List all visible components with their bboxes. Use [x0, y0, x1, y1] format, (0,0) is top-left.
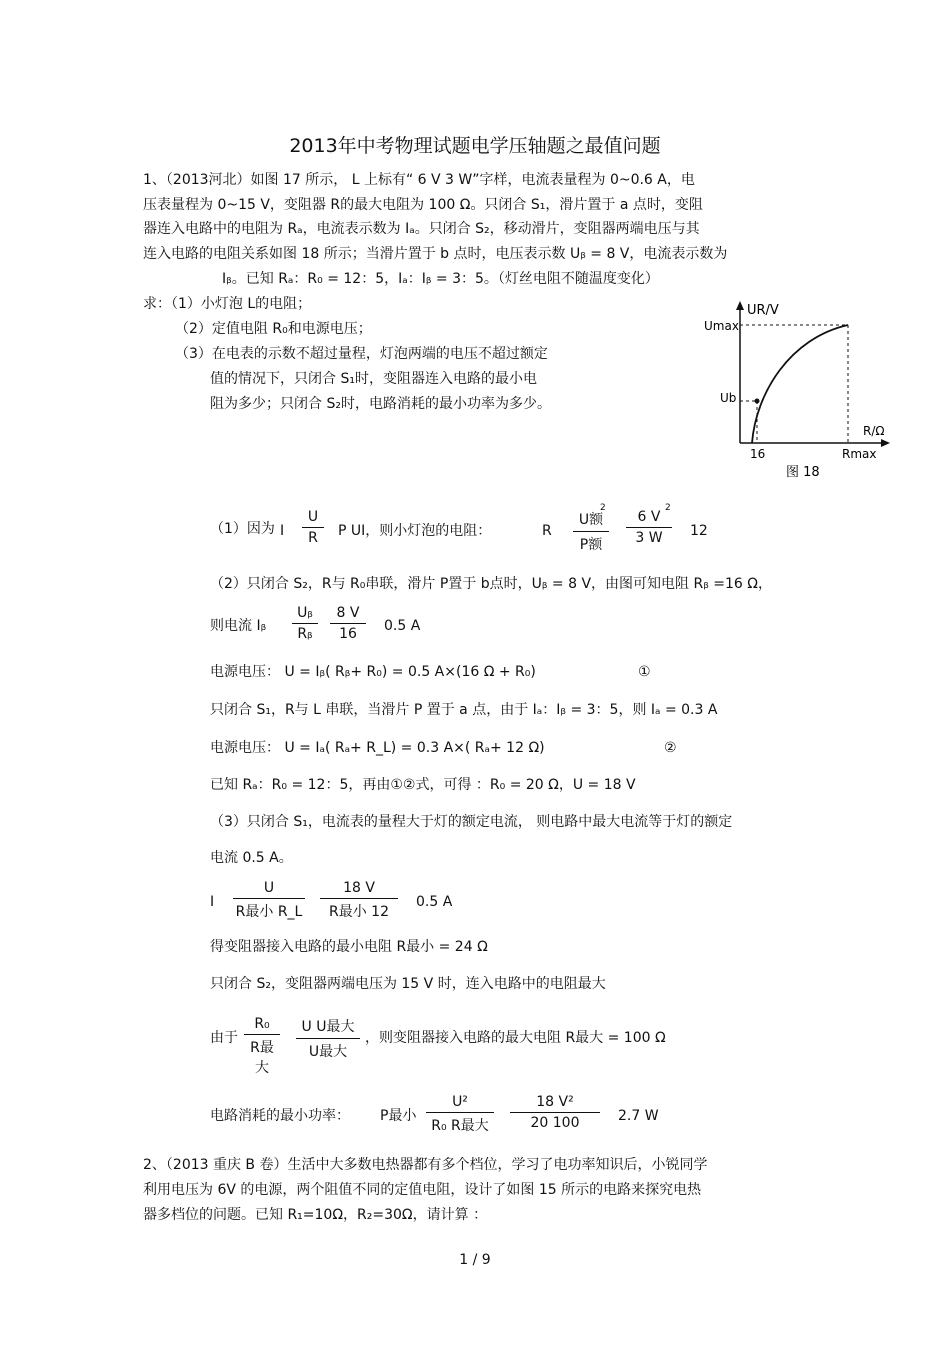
sol3-18V2: 18 V² [536, 1094, 574, 1110]
eq2: 电源电压： U = Iₐ( Rₐ+ R_L) = 0.3 A×( Rₐ+ 12 Ω) [210, 740, 545, 756]
q1-line-4: 连入电路的电阻关系如图 18 所示；当滑片置于 b 点时，电压表示数 Uᵦ = 8 V，电流表示数为 [143, 246, 728, 262]
sol2-Rb: Rᵦ [297, 626, 313, 642]
sol1-Ue: U额 [578, 512, 604, 528]
sol3-Rmin-RL: R最小 R_L [235, 904, 303, 920]
sol3-Pmin: P最小 [380, 1108, 417, 1124]
point-b [755, 399, 760, 404]
sol2-frac-8V-16 [330, 605, 366, 642]
sol3-result: 0.5 A [416, 894, 453, 910]
sol2-result: 0.5 A [384, 618, 421, 634]
q1-line-5: Iᵦ。已知 Rₐ：R₀ = 12：5，Iₐ：Iᵦ = 3：5。（灯丝电阻不随温度变化） [222, 271, 659, 287]
eq1: 电源电压： U = Iᵦ( Rᵦ+ R₀) = 0.5 A×(16 Ω + R₀) [210, 664, 536, 680]
q1-ask-1: 求：（1）小灯泡 L的电阻； [143, 296, 312, 312]
q1-line-2: 压表量程为 0~15 V，变阻器 R的最大电阻为 100 Ω。只闭合 S₁，滑片置于 a 点时，变阻 [143, 197, 703, 213]
sol3-U-Umax: U U最大 [301, 1019, 355, 1035]
y-axis-label: UR/V [747, 303, 779, 318]
page-title: 2013年中考物理试题电学压轴题之最值问题 [289, 135, 661, 157]
q2-line-1: 2、（2013 重庆 B 卷）生活中大多数电热器都有多个档位，学习了电功率知识后，小锐同学 [143, 1157, 708, 1173]
umax-label: Umax [704, 319, 739, 333]
s1-only-line: 只闭合 S₁，R与 L 串联，当滑片 P 置于 a 点，由于 Iₐ：Iᵦ = 3：5，则 Iₐ = 0.3 A [210, 702, 718, 718]
sol1-3W: 3 W [635, 530, 663, 546]
sol3-max-resistance: ，则变阻器接入电路的最大电阻 R最大 = 100 Ω [365, 1030, 666, 1046]
sol3-by: 由于 [210, 1030, 238, 1046]
voltage-curve [752, 325, 848, 443]
sol3-U2: U² [452, 1094, 468, 1110]
sol3-R0-Rmax: R₀ R最大 [431, 1118, 489, 1134]
sol3-power-label: 电路消耗的最小功率： [210, 1108, 350, 1124]
sol1-6V: 6 V [637, 509, 661, 525]
sol1-result: 12 [690, 523, 708, 539]
sol2-8V: 8 V [336, 605, 360, 621]
sol2-line-1: （2）只闭合 S₂，R与 R₀串联，滑片 P置于 b点时，Uᵦ = 8 V，由图可知电阻 Rᵦ =16 Ω， [210, 576, 772, 592]
sol3-power-result: 2.7 W [618, 1108, 659, 1124]
sol1-Pe: P额 [579, 537, 603, 553]
sol3-U: U [263, 880, 275, 896]
sol3-R0: R₀ [254, 1016, 270, 1032]
y-axis-arrow [736, 301, 744, 310]
sol2-Ub: Uᵦ [297, 605, 313, 621]
x-axis-label: R/Ω [863, 424, 885, 438]
q1-ask-5: 阻为多少；只闭合 S₂时，电路消耗的最小功率为多少。 [210, 396, 551, 412]
ub-label: Ub [720, 391, 737, 405]
q2-line-2: 利用电压为 6V 的电源，两个阻值不同的定值电阻，设计了如图 15 所示的电路来探究电热 [143, 1182, 702, 1198]
figure-18-graph [700, 298, 895, 483]
sol3-Rmax: R最大 [250, 1040, 274, 1076]
q2-line-3: 器多档位的问题。已知 R₁=10Ω，R₂=30Ω，请计算 ： [143, 1207, 488, 1223]
sol3-line-1: （3）只闭合 S₁，电流表的量程大于灯的额定电流， 则电路中最大电流等于灯的额定 [210, 814, 733, 830]
q1-ask-2: （2）定值电阻 R₀和电源电压； [175, 321, 372, 337]
sol1-frac-Ue-Pe [573, 509, 609, 554]
q1-line-1: 1、（2013河北）如图 17 所示， L 上标有“ 6 V 3 W”字样，电流表量程为 0~0.6 A，电 [143, 172, 695, 188]
sol3-frac-U-R [233, 880, 305, 921]
q1-ask-4: 值的情况下，只闭合 S₁时，变阻器连入电路的最小电 [210, 371, 537, 387]
sol2-frac-Ub-Rb [292, 605, 318, 642]
x-axis-arrow [881, 439, 890, 447]
sol3-Rmin-12: R最小 12 [329, 904, 389, 920]
sol1-I: I [280, 523, 285, 539]
sol2-16: 16 [339, 626, 357, 642]
sol1-mid2: P UI，则小灯泡的电阻： [338, 523, 492, 539]
sol3-20-100: 20 100 [530, 1115, 580, 1131]
sol1-frac-6V-3W [626, 509, 672, 546]
sol3-min-resistance: 得变阻器接入电路的最小电阻 R最小 = 24 Ω [210, 939, 488, 955]
sol3-I: I [210, 894, 215, 910]
sol3-frac-18V2 [510, 1094, 600, 1131]
eq2-mark: ② [664, 740, 677, 756]
sol3-frac-18V [320, 880, 398, 921]
x-tick-16: 16 [750, 447, 766, 461]
q1-ask-3: （3）在电表的示数不超过量程，灯泡两端的电压不超过额定 [175, 346, 548, 362]
sol1-sq-1: 2 [600, 503, 606, 513]
sol3-18V: 18 V [343, 880, 375, 896]
sol1-U: U [307, 509, 319, 525]
sol2-current-prefix: 则电流 Iᵦ [210, 618, 267, 634]
eq1-mark: ① [638, 664, 651, 680]
sol1-RL: R [542, 523, 552, 539]
page-number: 1 / 9 [459, 1252, 491, 1268]
sol3-frac-R0-Rmax [244, 1016, 280, 1077]
sol1-frac-U-R [302, 509, 324, 546]
sol3-Umax: U最大 [308, 1044, 348, 1060]
sol1-R: R [308, 530, 318, 546]
sol3-frac-U2 [426, 1094, 494, 1135]
q1-line-3: 器连入电路中的电阻为 Rₐ，电流表示数为 Iₐ。只闭合 S₂，移动滑片，变阻器两端电压与其 [143, 221, 700, 237]
sol1-sq-2: 2 [665, 503, 671, 513]
rmax-label: Rmax [842, 447, 877, 461]
sol3-frac-U-Umax [296, 1016, 360, 1061]
sol3-line-2: 电流 0.5 A。 [210, 850, 293, 866]
known-line: 已知 Rₐ：R₀ = 12：5，再由①②式，可得 ：R₀ = 20 Ω，U = 18 V [210, 777, 636, 793]
sol3-s2-line: 只闭合 S₂，变阻器两端电压为 15 V 时，连入电路中的电阻最大 [210, 976, 606, 992]
sol1-prefix: （1）因为 [210, 521, 275, 537]
figure-caption: 图 18 [786, 465, 820, 480]
